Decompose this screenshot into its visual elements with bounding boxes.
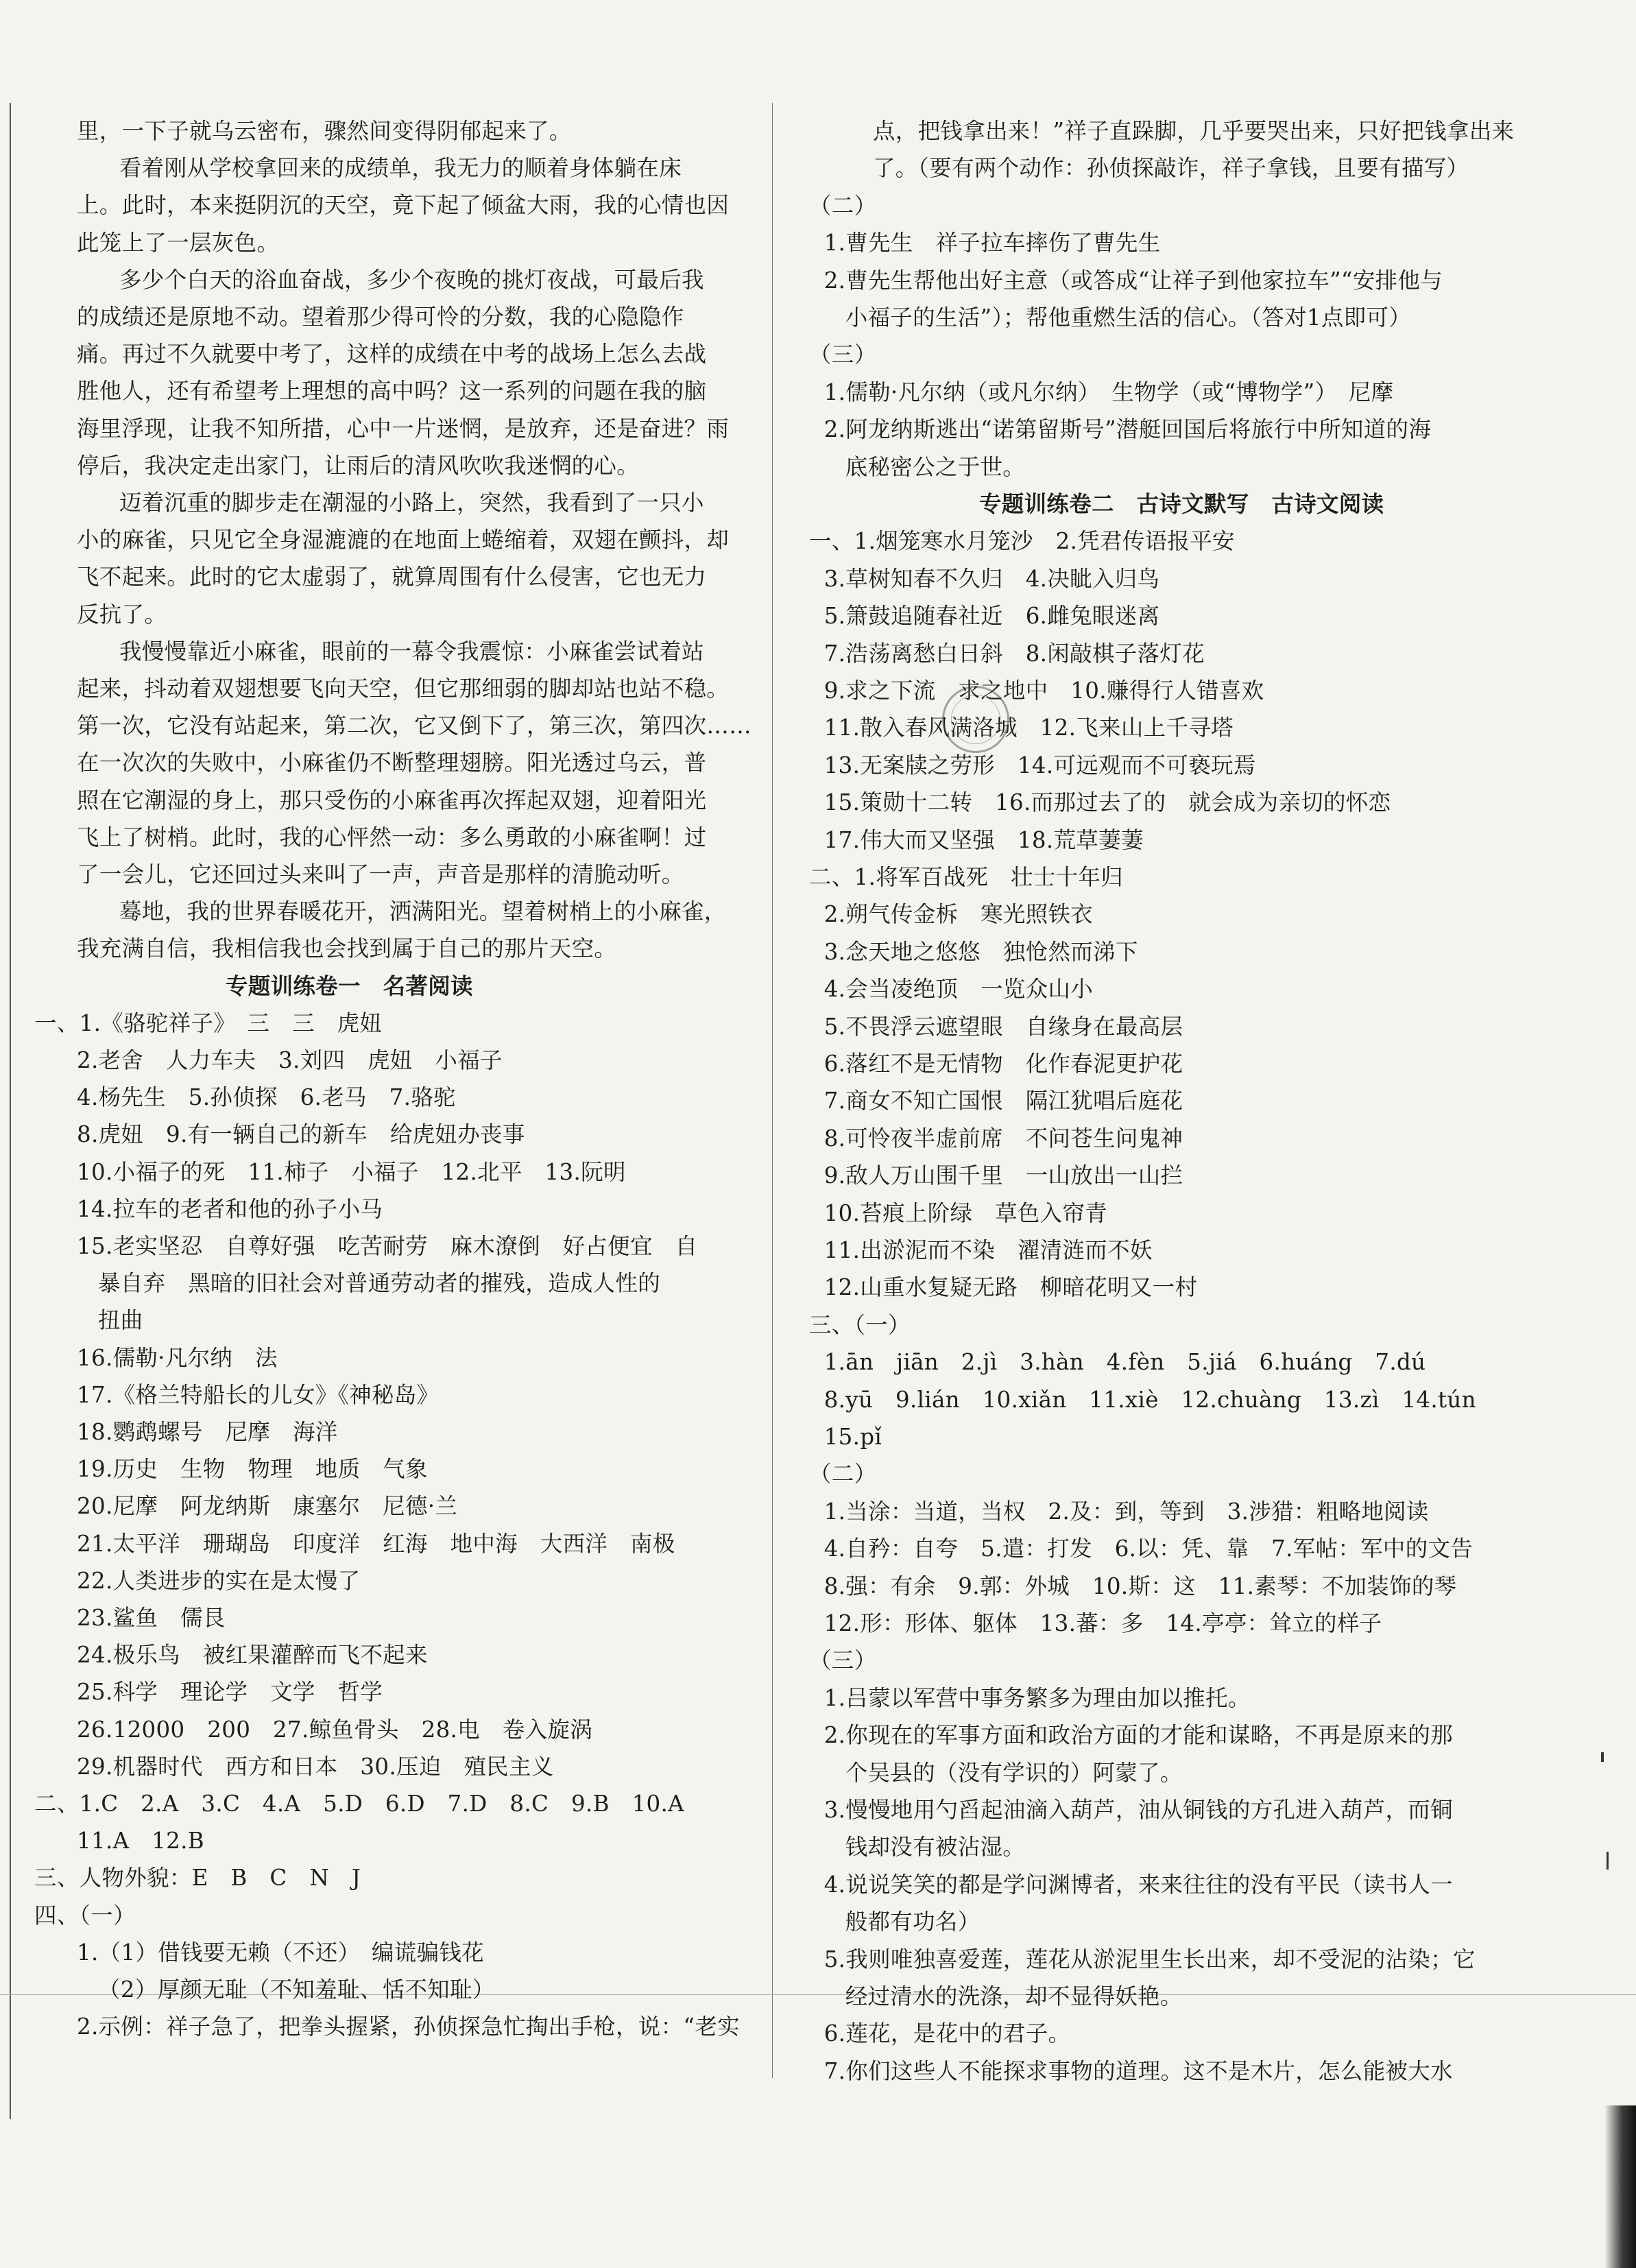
- text-line: 8.虎妞 9.有一辆自己的新车 给虎妞办丧事: [77, 1121, 525, 1148]
- text-line: 一、1.《骆驼祥子》 三 三 虎妞: [34, 1010, 383, 1036]
- text-line: 2.朔气传金柝 寒光照铁衣: [823, 901, 1094, 928]
- text-line: 1.ān jiān 2.jì 3.hàn 4.fèn 5.jiá 6.huáng 7.dú: [823, 1349, 1426, 1376]
- scan-edge-shadow: [1604, 2105, 1636, 2268]
- text-line: 12.山重水复疑无路 柳暗花明又一村: [823, 1274, 1198, 1301]
- text-line: 25.科学 理论学 文学 哲学: [77, 1679, 383, 1706]
- text-line: 般都有功名）: [845, 1909, 981, 1935]
- text-line: 四、（一）: [34, 1902, 136, 1929]
- column-divider: [772, 103, 773, 2078]
- text-line: （二）: [809, 192, 877, 219]
- text-line: 17.《格兰特船长的儿女》《神秘岛》: [77, 1381, 440, 1408]
- text-line: 蓦地，我的世界春暖花开，洒满阳光。望着树梢上的小麻雀，: [119, 898, 727, 925]
- text-line: 里，一下子就乌云密布，骤然间变得阴郁起来了。: [77, 118, 572, 144]
- text-line: 点，把钱拿出来！”祥子直跺脚，几乎要哭出来，只好把钱拿出来: [873, 118, 1515, 144]
- text-line: 5.箫鼓追随春社近 6.雌兔眼迷离: [823, 603, 1160, 630]
- text-line: 的成绩还是原地不动。望着那少得可怜的分数，我的心隐隐作: [77, 304, 684, 330]
- text-line: （2）厚颜无耻（不知羞耻、恬不知耻）: [98, 1977, 495, 2003]
- scan-mark: [1601, 1752, 1604, 1762]
- text-line: 二、1.C 2.A 3.C 4.A 5.D 6.D 7.D 8.C 9.B 10.A: [34, 1791, 684, 1817]
- text-line: 9.求之下流 求之地中 10.赚得行人错喜欢: [823, 678, 1264, 704]
- left-margin-rule: [10, 103, 11, 2119]
- text-line: （三）: [809, 1647, 877, 1674]
- text-line: 飞上了树梢。此时，我的心怦然一动：多么勇敢的小麻雀啊！过: [77, 824, 707, 850]
- text-line: 迈着沉重的脚步走在潮湿的小路上，突然，我看到了一只小: [119, 490, 704, 516]
- text-line: 5.不畏浮云遮望眼 自缘身在最高层: [823, 1013, 1183, 1040]
- text-line: （二）: [809, 1461, 877, 1488]
- text-line: 9.敌人万山围千里 一山放出一山拦: [823, 1162, 1183, 1189]
- text-line: 2.老舍 人力车夫 3.刘四 虎妞 小福子: [77, 1047, 503, 1073]
- text-line: 2.示例：祥子急了，把拳头握紧，孙侦探急忙掏出手枪，说：“老实: [77, 2014, 740, 2040]
- text-line: 扭曲: [98, 1307, 143, 1334]
- text-line: 1.曹先生 祥子拉车摔伤了曹先生: [823, 230, 1161, 256]
- text-line: 8.可怜夜半虚前席 不问苍生问鬼神: [823, 1125, 1183, 1151]
- text-line: 4.说说笑笑的都是学问渊博者，来来往往的没有平民（读书人一: [823, 1871, 1453, 1898]
- text-line: 4.杨先生 5.孙侦探 6.老马 7.骆驼: [77, 1084, 456, 1111]
- scan-mark: [1607, 1852, 1609, 1870]
- text-line: 13.无案牍之劳形 14.可远观而不可亵玩焉: [823, 752, 1256, 778]
- text-line: 26.12000 200 27.鲸鱼骨头 28.电 卷入旋涡: [77, 1716, 592, 1743]
- text-line: 29.机器时代 西方和日本 30.压迫 殖民主义: [77, 1753, 554, 1780]
- text-line: 暴自弃 黑暗的旧社会对普通劳动者的摧残，造成人性的: [98, 1270, 661, 1297]
- text-line: 一、1.烟笼寒水月笼沙 2.凭君传语报平安: [809, 528, 1235, 555]
- text-line: 22.人类进步的实在是太慢了: [77, 1567, 361, 1594]
- text-line: 10.小福子的死 11.柿子 小福子 12.北平 13.阮明: [77, 1158, 626, 1185]
- text-line: 3.念天地之悠悠 独怆然而涕下: [823, 938, 1138, 965]
- text-line: 11.散入春风满洛城 12.飞来山上千寻塔: [823, 715, 1234, 741]
- text-line: 个吴县的（没有学识的）阿蒙了。: [845, 1759, 1183, 1786]
- text-line: 经过清水的洗涤，却不显得妖艳。: [845, 1983, 1183, 2009]
- text-line: 起来，抖动着双翅想要飞向天空，但它那细弱的脚却站也站不稳。: [77, 676, 730, 702]
- text-line: 15.老实坚忍 自尊好强 吃苦耐劳 麻木潦倒 好占便宜 自: [77, 1233, 698, 1259]
- text-line: 照在它潮湿的身上，那只受伤的小麻雀再次挥起双翅，迎着阳光: [77, 787, 707, 813]
- faint-seal-stamp: [942, 686, 1009, 753]
- text-line: 3.慢慢地用勺舀起油滴入葫芦，油从铜钱的方孔进入葫芦，而铜: [823, 1797, 1453, 1823]
- text-line: 23.鲨鱼 儒艮: [77, 1605, 226, 1631]
- text-line: 三、（一）: [809, 1311, 911, 1338]
- text-line: 第一次，它没有站起来，第二次，它又倒下了，第三次，第四次……: [77, 713, 752, 739]
- text-line: 2.曹先生帮他出好主意（或答成“让祥子到他家拉车”“安排他与: [823, 267, 1443, 294]
- text-line: 小福子的生活”）；帮他重燃生活的信心。（答对1点即可）: [845, 305, 1412, 331]
- text-line: 反抗了。: [77, 601, 167, 628]
- text-line: 底秘密公之于世。: [845, 453, 1026, 480]
- text-line: 胜他人，还有希望考上理想的高中吗？这一系列的问题在我的脑: [77, 378, 707, 405]
- text-line: 6.落红不是无情物 化作春泥更护花: [823, 1051, 1183, 1077]
- text-line: 12.形：形体、躯体 13.蕃：多 14.亭亭：耸立的样子: [823, 1610, 1382, 1636]
- text-line: 8.yū 9.lián 10.xiǎn 11.xiè 12.chuàng 13.zì 14.tún: [823, 1386, 1476, 1413]
- text-line: 5.我则唯独喜爱莲，莲花从淤泥里生长出来，却不受泥的沾染；它: [823, 1946, 1476, 1972]
- text-line: 1.吕蒙以军营中事务繁多为理由加以推托。: [823, 1684, 1251, 1711]
- text-line: 7.商女不知亡国恨 隔江犹唱后庭花: [823, 1088, 1183, 1114]
- text-line: 7.你们这些人不能探求事物的道理。这不是木片，怎么能被大水: [823, 2057, 1453, 2084]
- text-line: 看着刚从学校拿回来的成绩单，我无力的顺着身体躺在床: [119, 155, 682, 182]
- text-line: 停后，我决定走出家门，让雨后的清风吹吹我迷惘的心。: [77, 452, 640, 479]
- text-line: 了。（要有两个动作：孙侦探敲诈，祥子拿钱，且要有描写）: [873, 155, 1469, 182]
- text-line: 在一次次的失败中，小麻雀仍不断整理翅膀。阳光透过乌云，普: [77, 750, 707, 776]
- text-line: 19.历史 生物 物理 地质 气象: [77, 1456, 428, 1483]
- text-line: 16.儒勒·凡尔纳 法: [77, 1344, 278, 1371]
- text-line: 小的麻雀，只见它全身湿漉漉的在地面上蜷缩着，双翅在颤抖，却: [77, 527, 730, 553]
- text-line: 21.太平洋 珊瑚岛 印度洋 红海 地中海 大西洋 南极: [77, 1530, 675, 1557]
- text-line: 8.强：有余 9.郭：外城 10.斯：这 11.素琴：不加装饰的琴: [823, 1573, 1457, 1599]
- text-line: 多少个白天的浴血奋战，多少个夜晚的挑灯夜战，可最后我: [119, 266, 704, 293]
- text-line: 我充满自信，我相信我也会找到属于自己的那片天空。: [77, 935, 617, 962]
- text-line: 20.尼摩 阿龙纳斯 康塞尔 尼德·兰: [77, 1493, 458, 1520]
- text-line: 了一会儿，它还回过头来叫了一声，声音是那样的清脆动听。: [77, 861, 684, 887]
- text-line: 二、1.将军百战死 壮士十年归: [809, 864, 1124, 890]
- text-line: 18.鹦鹉螺号 尼摩 海洋: [77, 1419, 338, 1445]
- text-line: 4.自矜：自夸 5.遣：打发 6.以：凭、靠 7.军帖：军中的文告: [823, 1536, 1473, 1562]
- text-line: 上。此时，本来挺阴沉的天空，竟下起了倾盆大雨，我的心情也因: [77, 192, 730, 219]
- section-heading: 专题训练卷二 古诗文默写 古诗文阅读: [979, 490, 1384, 517]
- text-line: 此笼上了一层灰色。: [77, 229, 280, 256]
- text-line: 2.阿龙纳斯逃出“诺第留斯号”潜艇回国后将旅行中所知道的海: [823, 416, 1432, 443]
- text-line: 24.极乐鸟 被红果灌醉而飞不起来: [77, 1642, 428, 1669]
- text-line: 7.浩荡离愁白日斜 8.闲敲棋子落灯花: [823, 640, 1205, 667]
- text-line: 10.苔痕上阶绿 草色入帘青: [823, 1199, 1108, 1226]
- text-line: 三、人物外貌：E B C N J: [34, 1865, 361, 1891]
- text-line: 1.当涂：当道，当权 2.及：到，等到 3.涉猎：粗略地阅读: [823, 1498, 1429, 1525]
- text-line: 3.草树知春不久归 4.决眦入归鸟: [823, 565, 1160, 592]
- text-line: 15.策勋十二转 16.而那过去了的 就会成为亲切的怀恋: [823, 789, 1391, 816]
- text-line: 钱却没有被沾湿。: [845, 1834, 1026, 1861]
- text-line: （三）: [809, 342, 877, 368]
- text-line: 我慢慢靠近小麻雀，眼前的一幕令我震惊：小麻雀尝试着站: [119, 638, 704, 665]
- text-line: 痛。再过不久就要中考了，这样的成绩在中考的战场上怎么去战: [77, 341, 707, 368]
- text-line: 17.伟大而又坚强 18.荒草萋萋: [823, 826, 1144, 853]
- text-line: 海里浮现，让我不知所措，心中一片迷惘，是放弃，还是奋进？雨: [77, 415, 730, 442]
- text-line: 1.（1）借钱要无赖（不还） 编谎骗钱花: [77, 1939, 484, 1966]
- text-line: 2.你现在的军事方面和政治方面的才能和谋略，不再是原来的那: [823, 1722, 1453, 1749]
- text-line: 4.会当凌绝顶 一览众山小: [823, 976, 1094, 1003]
- text-line: 1.儒勒·凡尔纳（或凡尔纳） 生物学（或“博物学”） 尼摩: [823, 379, 1394, 405]
- section-heading: 专题训练卷一 名著阅读: [226, 972, 473, 999]
- text-line: 6.莲花，是花中的君子。: [823, 2020, 1071, 2047]
- text-line: 飞不起来。此时的它太虚弱了，就算周围有什么侵害，它也无力: [77, 564, 707, 590]
- text-line: 14.拉车的老者和他的孙子小马: [77, 1195, 383, 1222]
- text-line: 11.A 12.B: [77, 1828, 204, 1854]
- text-line: 11.出淤泥而不染 濯清涟而不妖: [823, 1237, 1153, 1263]
- text-line: 15.pǐ: [823, 1424, 882, 1450]
